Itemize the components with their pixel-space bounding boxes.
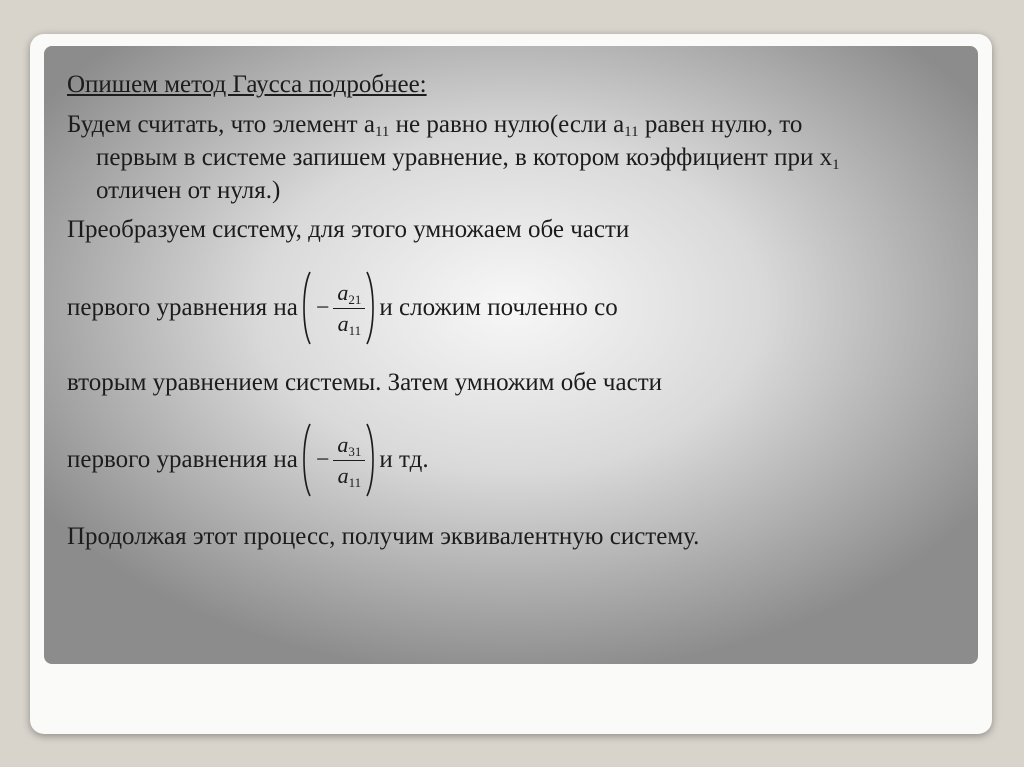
slide-heading: Опишем метод Гаусса подробнее:	[67, 71, 427, 98]
left-paren-icon	[300, 422, 312, 498]
paragraph-line-3: отличен от нуля.)	[96, 177, 281, 204]
paragraph-transform: Преобразуем систему, для этого умножаем обе части	[67, 216, 630, 243]
formula-row-2-before: первого уравнения на	[67, 446, 298, 473]
paragraph-line-1: Будем считать, что элемент $a_{11}$ не равно нулю(если $a_{11}$ равен нулю, то	[67, 111, 803, 140]
fraction-a31-a11: $\frac{a_{31}}{a_{11}}$	[333, 430, 365, 491]
formula-row-1	[67, 268, 618, 348]
minus-sign: −	[315, 446, 330, 473]
left-paren-icon	[300, 270, 312, 346]
paragraph-second-equation: вторым уравнением системы. Затем умножим обе части	[67, 369, 662, 396]
formula-row-1-after: и сложим почленно со	[379, 294, 618, 321]
formula-row-1-before: первого уравнения на	[67, 294, 298, 321]
fraction-a21-a11: $\frac{a_{21}}{a_{11}}$	[333, 278, 365, 339]
paragraph-conclusion: Продолжая этот процесс, получим эквивалентную систему.	[67, 523, 700, 550]
paragraph-line-2: первым в системе запишем уравнение, в котором коэффициент при $x_1$	[96, 144, 840, 173]
right-paren-icon	[365, 270, 377, 346]
right-paren-icon	[365, 422, 377, 498]
formula-row-2	[67, 420, 429, 500]
formula-row-2-after: и тд.	[379, 446, 429, 473]
multiplier-formula-2	[300, 422, 378, 498]
multiplier-formula-1	[300, 270, 378, 346]
minus-sign: −	[315, 294, 330, 321]
